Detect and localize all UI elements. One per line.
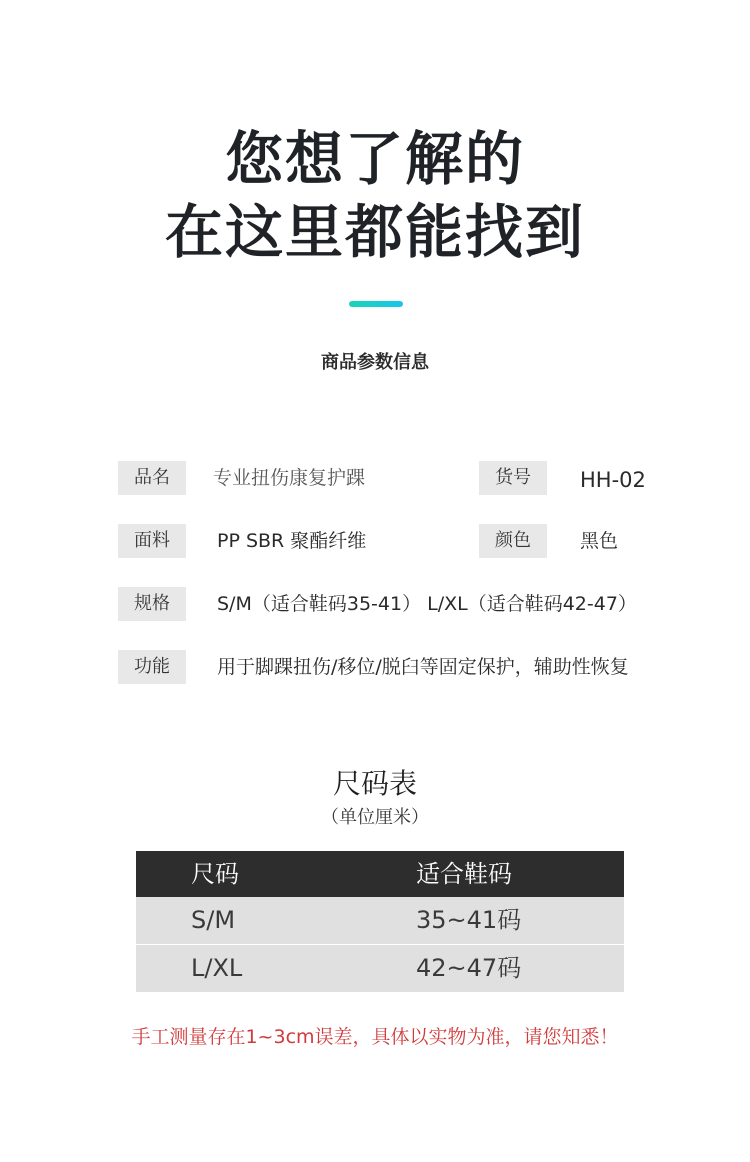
- header-shoe-size: 适合鞋码: [416, 860, 512, 888]
- cell-shoe-size: 35~41码: [416, 906, 522, 934]
- param-label-material: 面料: [118, 524, 186, 558]
- headline-line-2: 在这里都能找到: [164, 198, 585, 266]
- param-label-name: 品名: [118, 461, 186, 495]
- header-size: 尺码: [191, 860, 239, 888]
- headline-line-1: 您想了解的: [224, 125, 525, 193]
- table-row: [136, 944, 624, 992]
- cell-size: L/XL: [191, 954, 243, 982]
- param-label-color: 颜色: [479, 524, 547, 558]
- param-value-function: 用于脚踝扭伤/移位/脱臼等固定保护，辅助性恢复: [217, 656, 629, 678]
- size-chart-title: 尺码表: [332, 767, 417, 800]
- cell-size: S/M: [191, 906, 236, 934]
- param-value-spec: S/M（适合鞋码35-41） L/XL（适合鞋码42-47）: [217, 593, 637, 615]
- param-value-item-no: HH-02: [580, 468, 646, 492]
- size-table-header: [136, 851, 624, 897]
- table-row: [136, 897, 624, 944]
- param-value-material: PP SBR 聚酯纤维: [217, 530, 367, 552]
- param-value-name: 专业扭伤康复护踝: [213, 467, 366, 489]
- param-value-color: 黑色: [580, 530, 619, 552]
- param-label-item-no: 货号: [479, 461, 547, 495]
- section-title: 商品参数信息: [321, 352, 429, 373]
- size-table: [136, 851, 624, 992]
- accent-divider: [349, 301, 403, 307]
- cell-shoe-size: 42~47码: [416, 954, 522, 982]
- measurement-note: 手工测量存在1~3cm误差，具体以实物为准，请您知悉！: [131, 1026, 619, 1048]
- size-chart-unit: （单位厘米）: [321, 807, 429, 828]
- param-label-function: 功能: [118, 650, 186, 684]
- param-label-spec: 规格: [118, 587, 186, 621]
